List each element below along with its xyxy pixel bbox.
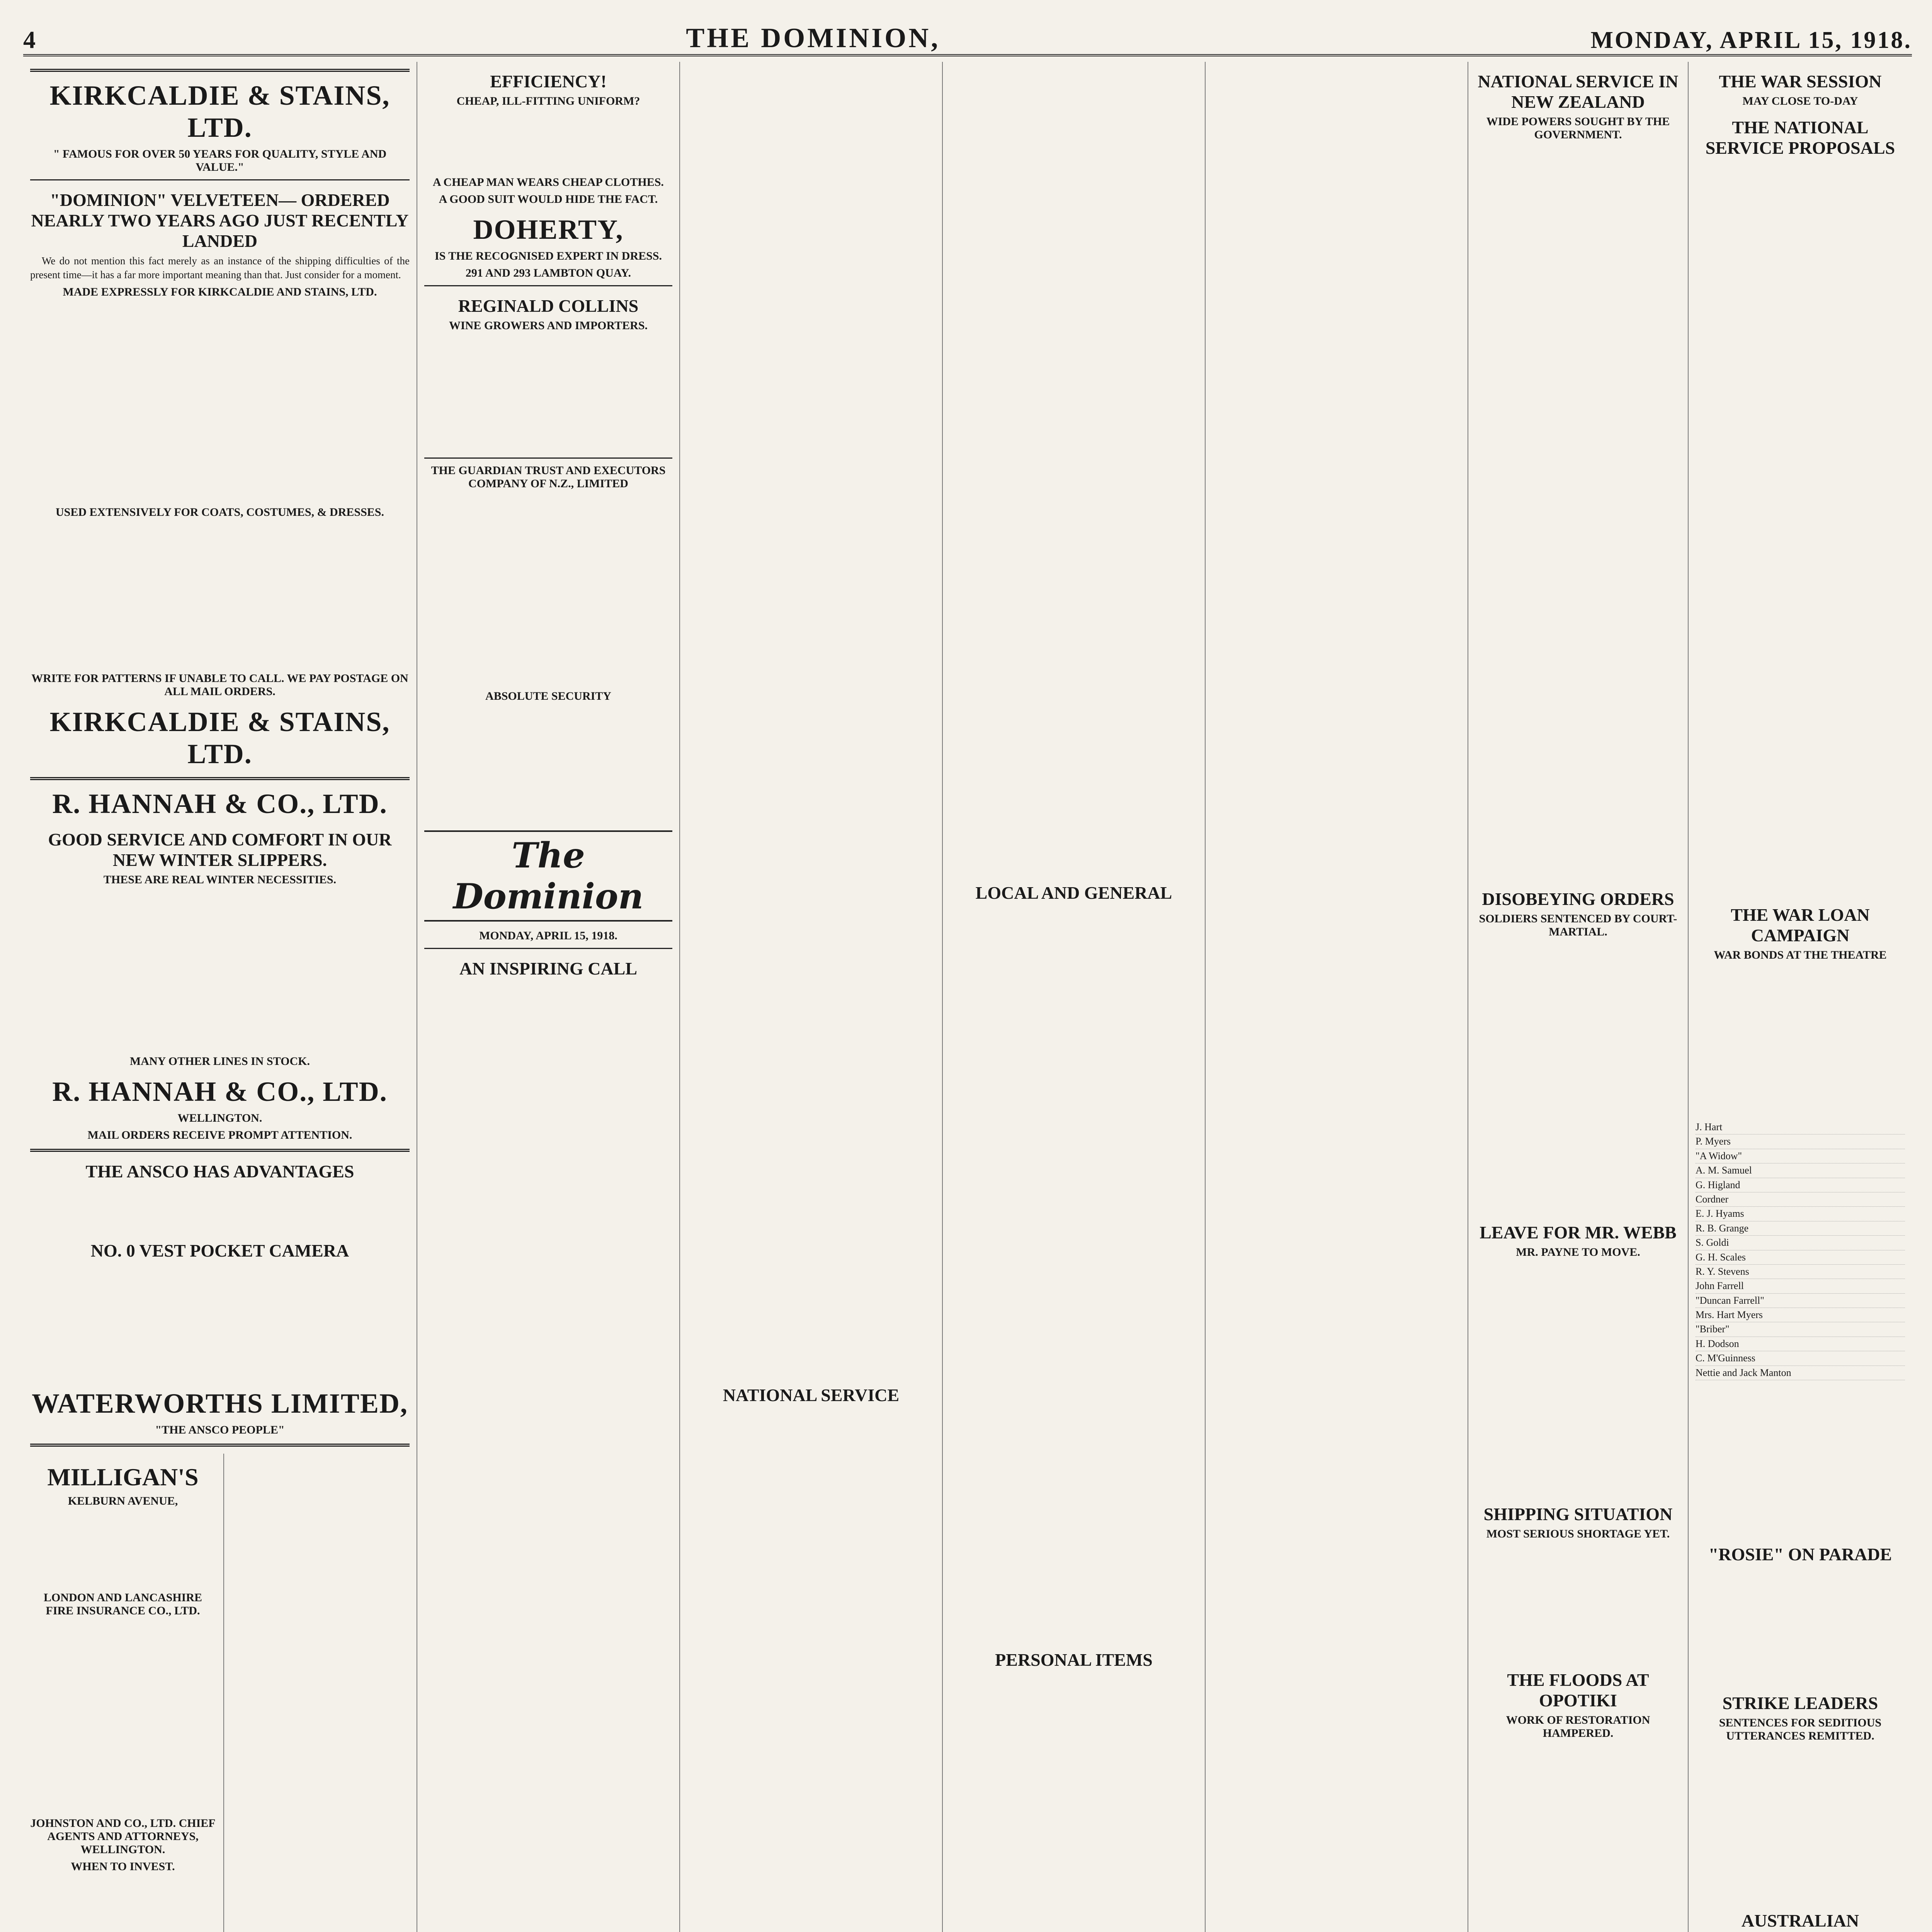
- ad-hannah-many: MANY OTHER LINES IN STOCK.: [130, 1055, 310, 1068]
- column-ads-left: [23, 62, 417, 1932]
- column-4: [943, 62, 1206, 1932]
- ad-insurance-title: LONDON AND LANCASHIRE FIRE INSURANCE CO., LTD.: [43, 1591, 202, 1617]
- list-item: H. Dodson: [1696, 1337, 1905, 1351]
- webb-sub: MR. PAYNE TO MOVE.: [1516, 1246, 1640, 1259]
- page-number: 4: [23, 26, 36, 53]
- personal-items-headline: PERSONAL ITEMS: [995, 1650, 1153, 1670]
- war-loan-headline: THE WAR LOAN CAMPAIGN: [1731, 905, 1870, 945]
- ad-hannah-city: WELLINGTON.: [177, 1112, 262, 1125]
- ad-doherty-address: 291 AND 293 LAMBTON QUAY.: [465, 267, 631, 279]
- war-editorial-continued: [687, 62, 935, 1376]
- list-item: G. Higland: [1696, 1178, 1905, 1192]
- list-item: "A Widow": [1696, 1149, 1905, 1163]
- nz-service-sub: WIDE POWERS SOUGHT BY THE GOVERNMENT.: [1486, 115, 1670, 141]
- shipping-headline: SHIPPING SITUATION: [1483, 1504, 1673, 1524]
- nameplate-date: MONDAY, APRIL 15, 1918.: [479, 929, 617, 942]
- ad-efficiency-quote-1: A CHEAP MAN WEARS CHEAP CLOTHES.: [433, 176, 664, 189]
- ad-guardian-title: THE GUARDIAN TRUST AND EXECUTORS COMPANY OF N.Z., LIMITED: [431, 464, 666, 490]
- war-session-headline: THE WAR SESSION: [1719, 71, 1882, 91]
- ad-kirkcaldie-make: MADE EXPRESSLY FOR KIRKCALDIE AND STAINS, LTD.: [63, 286, 377, 299]
- ad-kirkcaldie-body: We do not mention this fact merely as an instance of the shipping difficulties of the present time—it has a far more important meaning than that. Just consider for a moment.: [30, 255, 410, 281]
- list-item: John Farrell: [1696, 1279, 1905, 1293]
- newspaper-page: [23, 62, 1912, 1932]
- war-loan-sub: WAR BONDS AT THE THEATRE: [1714, 949, 1887, 961]
- list-item: "Duncan Farrell": [1696, 1294, 1905, 1308]
- recruiting-headline: AUSTRALIAN: [1741, 1911, 1859, 1931]
- strike-sub: SENTENCES FOR SEDITIOUS UTTERANCES REMITTED.: [1719, 1716, 1882, 1743]
- list-item: Nettie and Jack Manton: [1696, 1366, 1905, 1380]
- column-2: [417, 62, 680, 1932]
- ad-milligans-sub: KELBURN AVENUE,: [68, 1495, 178, 1508]
- ad-hannah-values: THESE ARE REAL WINTER NECESSITIES.: [103, 873, 337, 886]
- editorial-headline: AN INSPIRING CALL: [459, 959, 638, 978]
- ad-collins-title: REGINALD COLLINS: [458, 296, 639, 316]
- nameplate: The Dominion: [424, 830, 672, 922]
- small-ads: [223, 1454, 410, 1932]
- masthead: [23, 12, 1912, 56]
- national-service-headline: NATIONAL SERVICE: [723, 1385, 900, 1405]
- subscriber-list: [1696, 1120, 1905, 1380]
- floods-headline: THE FLOODS AT OPOTIKI: [1507, 1670, 1649, 1710]
- list-item: G. H. Scales: [1696, 1250, 1905, 1265]
- ad-kirkcaldie-write: WRITE FOR PATTERNS IF UNABLE TO CALL. WE PAY POSTAGE ON ALL MAIL ORDERS.: [31, 672, 408, 698]
- list-item: Mrs. Hart Myers: [1696, 1308, 1905, 1322]
- ad-efficiency-title: EFFICIENCY!: [490, 71, 607, 91]
- ad-efficiency-quote-2: A GOOD SUIT WOULD HIDE THE FACT.: [439, 193, 658, 206]
- strike-headline: STRIKE LEADERS: [1722, 1693, 1878, 1713]
- war-session-sub: MAY CLOSE TO-DAY: [1742, 95, 1858, 107]
- disobeying-sub: SOLDIERS SENTENCED BY COURT-MARTIAL.: [1479, 912, 1677, 938]
- column-7: [1689, 62, 1912, 1932]
- shipping-sub: MOST SERIOUS SHORTAGE YET.: [1486, 1527, 1670, 1540]
- ad-hannah-heading: GOOD SERVICE AND COMFORT IN OUR NEW WINTER SLIPPERS.: [48, 830, 392, 870]
- list-item: Cordner: [1696, 1192, 1905, 1207]
- list-item: P. Myers: [1696, 1134, 1905, 1149]
- column-5: [1206, 62, 1468, 1932]
- ad-hannah-title: R. HANNAH & CO., LTD.: [52, 788, 388, 820]
- disobeying-headline: DISOBEYING ORDERS: [1482, 889, 1674, 909]
- list-item: R. B. Grange: [1696, 1221, 1905, 1236]
- list-item: "Briber": [1696, 1322, 1905, 1337]
- ad-waterworths-title: WATERWORTHS LIMITED,: [32, 1388, 408, 1419]
- list-item: E. J. Hyams: [1696, 1207, 1905, 1221]
- ad-guardian-security: ABSOLUTE SECURITY: [485, 690, 611, 702]
- ad-insurance-agents: JOHNSTON AND CO., LTD. CHIEF AGENTS AND ATTORNEYS, WELLINGTON.: [30, 1817, 216, 1856]
- column-3: [680, 62, 943, 1932]
- ad-kirkcaldie-title-2: KIRKCALDIE & STAINS, LTD.: [49, 706, 390, 770]
- ad-ansco-heading: NO. 0 VEST POCKET CAMERA: [90, 1241, 349, 1261]
- ad-kirkcaldie-coats: USED EXTENSIVELY FOR COATS, COSTUMES, & DRESSES.: [56, 506, 384, 519]
- list-item: A. M. Samuel: [1696, 1163, 1905, 1178]
- ad-kirkcaldie-heading: "DOMINION" VELVETEEN— ORDERED NEARLY TWO YEARS AGO JUST RECENTLY LANDED: [31, 190, 409, 251]
- ad-invest-title: WHEN TO INVEST.: [71, 1860, 175, 1873]
- issue-date: MONDAY, APRIL 15, 1918.: [1590, 27, 1912, 53]
- paper-name: THE DOMINION,: [686, 22, 940, 53]
- service-proposals-headline: THE NATIONAL SERVICE PROPOSALS: [1705, 117, 1895, 158]
- ad-kirkcaldie-tagline: " FAMOUS FOR OVER 50 YEARS FOR QUALITY, STYLE AND VALUE.": [53, 148, 387, 173]
- list-item: S. Goldi: [1696, 1236, 1905, 1250]
- webb-headline: LEAVE FOR MR. WEBB: [1480, 1223, 1677, 1242]
- ad-efficiency-question: CHEAP, ILL-FITTING UNIFORM?: [456, 95, 640, 107]
- ad-doherty-title: DOHERTY,: [473, 214, 624, 245]
- ad-hannah-mail: MAIL ORDERS RECEIVE PROMPT ATTENTION.: [87, 1129, 352, 1142]
- list-item: C. M'Guinness: [1696, 1351, 1905, 1366]
- ad-milligans-title: MILLIGAN'S: [47, 1463, 199, 1491]
- ad-kirkcaldie-list: [30, 303, 410, 503]
- list-item: R. Y. Stevens: [1696, 1265, 1905, 1279]
- ad-doherty-sub: IS THE RECOGNISED EXPERT IN DRESS.: [434, 250, 662, 262]
- ad-collins-sub: WINE GROWERS AND IMPORTERS.: [449, 319, 648, 332]
- ad-hannah-title-2: R. HANNAH & CO., LTD.: [52, 1076, 388, 1107]
- column-6: [1468, 62, 1689, 1932]
- nz-service-headline: NATIONAL SERVICE IN NEW ZEALAND: [1478, 71, 1679, 112]
- ad-kirkcaldie-title: KIRKCALDIE & STAINS, LTD.: [49, 80, 390, 143]
- rosie-headline: "ROSIE" ON PARADE: [1708, 1544, 1892, 1565]
- ad-ansco-title: THE ANSCO HAS ADVANTAGES: [85, 1162, 354, 1182]
- ad-waterworths-sub: "THE ANSCO PEOPLE": [155, 1423, 285, 1437]
- list-item: J. Hart: [1696, 1120, 1905, 1134]
- local-general-headline: LOCAL AND GENERAL: [975, 883, 1172, 903]
- floods-sub: WORK OF RESTORATION HAMPERED.: [1506, 1714, 1650, 1740]
